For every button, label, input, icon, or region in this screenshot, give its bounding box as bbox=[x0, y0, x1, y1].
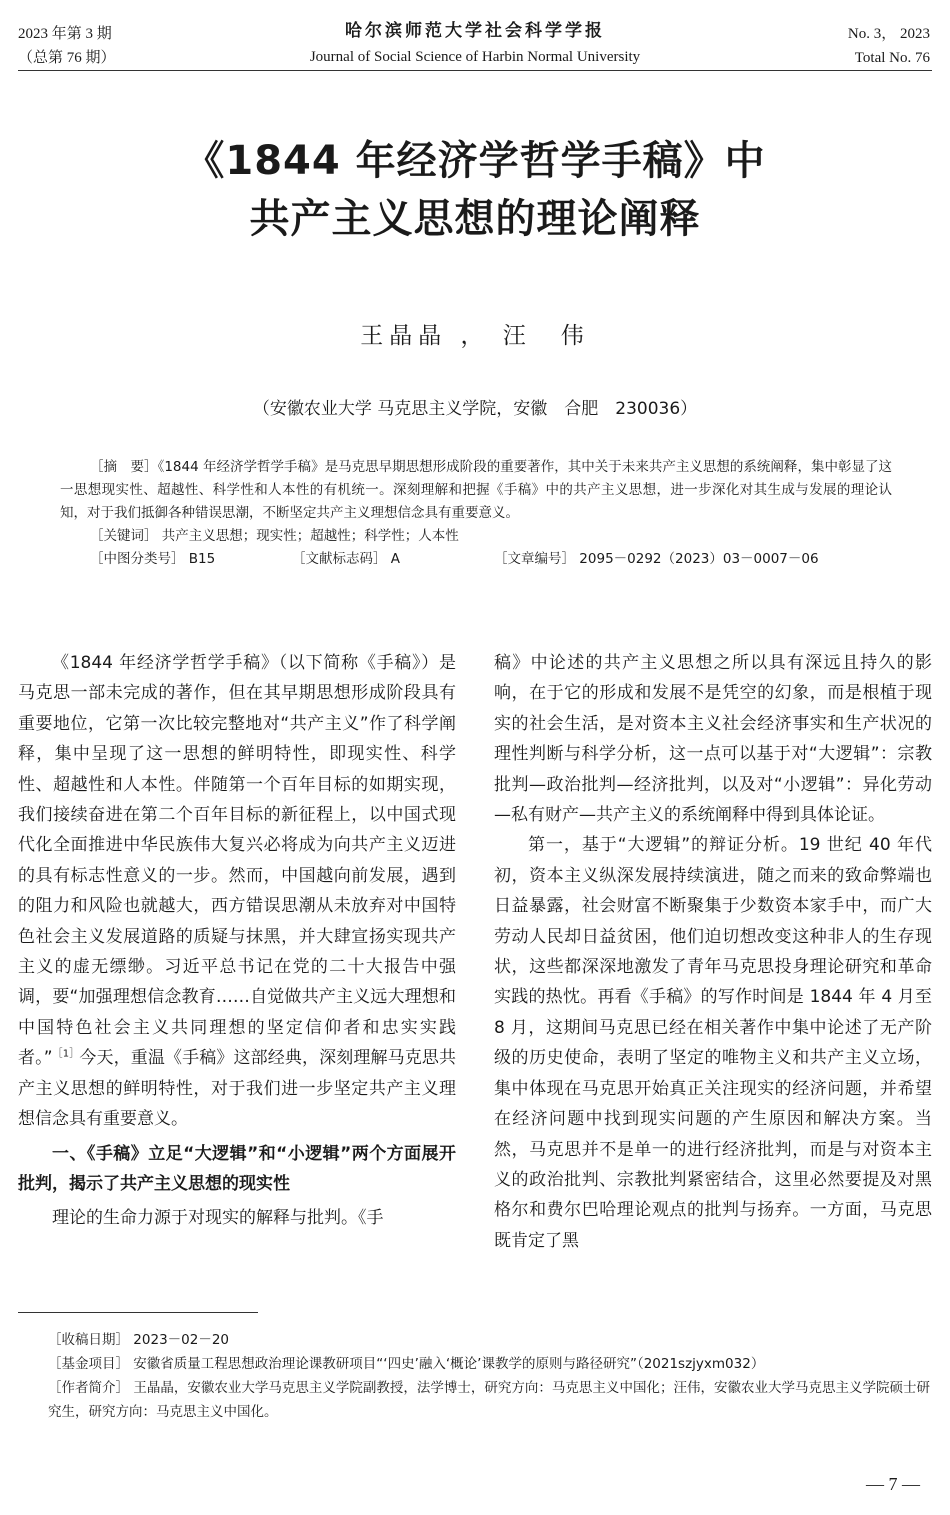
article-title bbox=[0, 132, 950, 248]
body-left-column bbox=[18, 648, 456, 1233]
received-label: ［收稿日期］ bbox=[48, 1332, 129, 1348]
clc-label: ［中图分类号］ bbox=[90, 551, 185, 567]
fund-project bbox=[18, 1352, 930, 1376]
fund-label: ［基金项目］ bbox=[48, 1356, 129, 1372]
keywords-label: ［关键词］ bbox=[90, 528, 158, 544]
article-number bbox=[494, 548, 819, 571]
issue-info-en bbox=[848, 22, 930, 70]
doc-label: ［文献标志码］ bbox=[292, 551, 387, 567]
footnotes bbox=[18, 1328, 930, 1424]
received-value: 2023－02－20 bbox=[133, 1332, 230, 1348]
author-bio-label: ［作者简介］ bbox=[48, 1380, 130, 1396]
author-bio-value: 王晶晶，安徽农业大学马克思主义学院副教授，法学博士，研究方向：马克思主义中国化；汪伟，安徽农业大学马克思主义学院硕士研究生，研究方向：马克思主义中国化。 bbox=[48, 1380, 931, 1420]
classification-row bbox=[60, 548, 892, 571]
issue-number-cn: 2023 年第 3 期 bbox=[18, 26, 112, 42]
author-bio bbox=[18, 1376, 930, 1424]
keywords-text: 共产主义思想；现实性；超越性；科学性；人本性 bbox=[161, 528, 459, 544]
clc-code bbox=[90, 551, 215, 567]
paragraph bbox=[18, 648, 456, 1135]
title-line-2: 共产主义思想的理论阐释 bbox=[249, 196, 701, 242]
paragraph: 稿》中论述的共产主义思想之所以具有深远且持久的影响，在于它的形成和发展不是凭空的幻象，而是根植于现实的社会生活，是对资本主义社会经济事实和生产状况的理性判断与科学分析，这一点可以基于对“大逻辑”：宗教批判—政治批判—经济批判，以及对“小逻辑”：异化劳动—私有财产—共产主义的系统阐释中得到具体论证。 bbox=[494, 653, 932, 826]
doc-value: A bbox=[390, 551, 401, 567]
journal-title-cn: 哈尔滨师范大学社会科学学报 bbox=[345, 21, 605, 41]
article-number-value: 2095－0292（2023）03－0007－06 bbox=[579, 551, 819, 567]
received-date bbox=[18, 1328, 930, 1352]
abstract-label: ［摘 要］ bbox=[90, 459, 158, 475]
journal-header bbox=[0, 18, 950, 68]
body-right-column bbox=[494, 648, 932, 1256]
footnote-divider bbox=[18, 1312, 258, 1313]
page-number: — 7 — bbox=[866, 1474, 920, 1494]
fund-value: 安徽省质量工程思想政治理论课教研项目“‘四史’融入‘概论’课教学的原则与路径研究”（2021szjyxm032） bbox=[133, 1356, 765, 1372]
total-number-cn: （总第 76 期） bbox=[18, 50, 116, 66]
article-number-label: ［文章编号］ bbox=[494, 551, 575, 567]
journal-title-en: Journal of Social Science of Harbin Normal University bbox=[309, 49, 641, 65]
header-divider bbox=[18, 70, 932, 71]
paragraph-text: 《1844 年经济学哲学手稿》（以下简称《手稿》）是马克思一部未完成的著作，但在其早期思想形成阶段具有重要地位，它第一次比较完整地对“共产主义”作了科学阐释，集中呈现了这一思想的鲜明特性，即现实性、科学性、超越性和人本性。伴随第一个百年目标的如期实现，我们接续奋进在第二个百年目标的新征程上，以中国式现代化全面推进中华民族伟大复兴必将成为向共产主义迈进的具有标志性意义的一步。然而，中国越向前发展，遇到的阻力和风险也就越大，西方错误思潮从未放弃对中国特色社会主义发展道路的质疑与抹黑，并大肆宣扬实现共产主义的虚无缥缈。习近平总书记在党的二十大报告中强调，要“加强理想信念教育……自觉做共产主义远大理想和中国特色社会主义共同理想的坚定信仰者和忠实实践者。” bbox=[18, 653, 456, 1069]
paragraph: 第一，基于“大逻辑”的辩证分析。19 世纪 40 年代初，资本主义纵深发展持续演进，随之而来的致命弊端也日益暴露，社会财富不断聚集于少数资本家手中，而广大劳动人民却日益贫困，他们迫切想改变这种非人的生存现状，这些都深深地激发了青年马克思投身理论研究和革命实践的热忱。再看《手稿》的写作时间是 1844 年 4 月至 8 月，这期间马克思已经在相关著作中集中论述了无产阶级的历史使命，表明了坚定的唯物主义和共产主义立场，集中体现在马克思开始真正关注现实的经济问题，并希望在经济问题中找到现实问题的产生原因和解决方案。当然，马克思并不是单一的进行经济批判，而是与对资本主义的政治批判、宗教批判紧密结合，这里必然要提及对黑格尔和费尔巴哈理论观点的批判与扬弃。一方面，马克思既肯定了黑 bbox=[494, 835, 932, 1251]
title-line-1: 《1844 年经济学哲学手稿》中 bbox=[184, 138, 766, 184]
section-heading: 一、《手稿》立足“大逻辑”和“小逻辑”两个方面展开批判，揭示了共产主义思想的现实性 bbox=[18, 1143, 456, 1194]
affiliation: （安徽农业大学 马克思主义学院，安徽 合肥 230036） bbox=[252, 399, 698, 419]
authors: 王晶晶 ， 汪 伟 bbox=[360, 323, 590, 349]
total-number-en: Total No. 76 bbox=[854, 50, 930, 66]
paragraph-text: 今天，重温《手稿》这部经典，深刻理解马克思共产主义思想的鲜明特性，对于我们进一步坚定共产主义理想信念具有重要意义。 bbox=[18, 1048, 456, 1130]
issue-number-en: No. 3， 2023 bbox=[847, 26, 930, 42]
abstract bbox=[60, 456, 892, 525]
keywords bbox=[60, 525, 892, 548]
citation-ref: ［1］ bbox=[52, 1048, 80, 1060]
abstract-block bbox=[60, 456, 892, 571]
clc-value: B15 bbox=[188, 551, 216, 567]
paragraph: 理论的生命力源于对现实的解释与批判。《手 bbox=[52, 1207, 384, 1228]
doc-code bbox=[292, 548, 400, 571]
abstract-text: 《1844 年经济学哲学手稿》是马克思早期思想形成阶段的重要著作，其中关于未来共产主义思想的系统阐释，集中彰显了这一思想现实性、超越性、科学性和人本性的有机统一。深刻理解和把握《手稿》中的共产主义思想，进一步深化对其生成与发展的理论认知，对于我们抵御各种错误思潮，不断坚定共产主义理想信念具有重要意义。 bbox=[60, 459, 893, 521]
